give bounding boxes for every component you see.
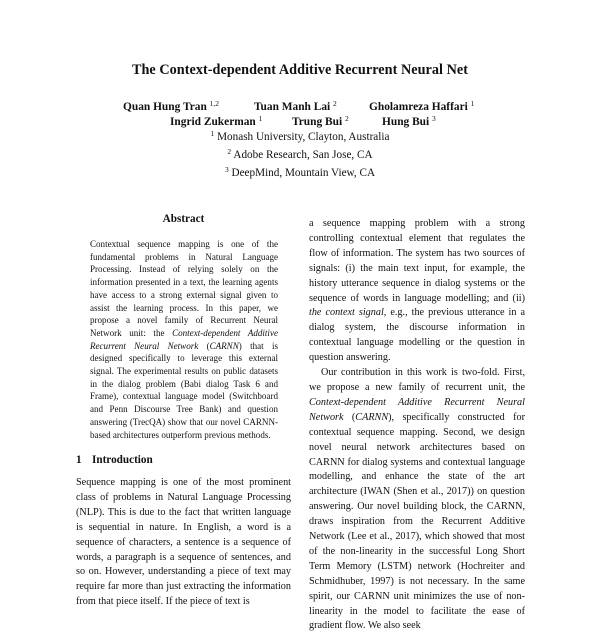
author-name xyxy=(382,112,436,130)
text-run: Our contribution in this work is two-fold. First, we propose a new family of recurrent unit, the xyxy=(309,367,525,393)
author-name xyxy=(170,112,262,130)
right-column-body xyxy=(309,217,525,634)
text-run: , e.g., the previous utterance in a dialog system, the discourse information in contextual language modelling or the question in question answering. xyxy=(309,307,525,364)
section-number: 1 xyxy=(76,454,82,466)
left-column-body xyxy=(76,476,291,610)
author-row-2 xyxy=(0,112,600,127)
intro-paragraph: Sequence mapping is one of the most prominent class of problems in Natural Language Processing (NLP). This is due to the fact that written language is sequential in nature. In English, a word is a sequence of characters, a sentence is a sequence of words, a paragraph is a sequence of sentences, and so on. However, understanding a piece of text may require far more than just extracting the information from that piece itself. If the piece of text is xyxy=(76,477,291,608)
affiliation-text: DeepMind, Mountain View, CA xyxy=(231,166,376,179)
affiliation-text: Adobe Research, San Jose, CA xyxy=(233,148,373,161)
author-name-text: Tuan Manh Lai xyxy=(254,101,331,113)
abstract-text xyxy=(90,238,278,441)
affiliation xyxy=(0,145,600,163)
author-name-text: Trung Bui xyxy=(292,116,343,128)
author-name xyxy=(292,112,349,130)
affiliation-sup: 1 xyxy=(210,129,215,138)
text-emphasis: the context signal xyxy=(309,307,384,319)
affiliation-text: Monash University, Clayton, Australia xyxy=(217,131,390,143)
author-sup: 2 xyxy=(333,99,337,108)
abstract-heading: Abstract xyxy=(162,213,205,225)
affiliation xyxy=(0,163,600,181)
text-run: ( xyxy=(343,411,356,423)
author-sup: 1,2 xyxy=(209,99,220,108)
author-name-text: Hung Bui xyxy=(382,116,430,128)
text-emphasis: CARNN xyxy=(355,411,389,423)
section-title: Introduction xyxy=(92,454,153,466)
author-row-1 xyxy=(0,97,600,112)
author-block xyxy=(0,97,600,180)
abstract-part: Contextual sequence mapping is one of the fundamental problems in Natural Language Processing. Instead of relying solely on the information presented in a text, the learning agents have access to a strong external signal given to assist the learning process. In this paper, we propose a novel family of Recurrent Neural Network unit: the xyxy=(90,239,278,338)
text-emphasis: Context-dependent Additive Recurrent Neural Network xyxy=(309,396,525,423)
intro-paragraph xyxy=(309,366,525,634)
author-name-text: Gholamreza Haffari xyxy=(369,101,468,113)
author-name-text: Ingrid Zukerman xyxy=(170,116,256,128)
text-run: ), specifically constructed for contextual sequence mapping. Second, we design novel neural network architectures based on CARNN for dialog systems and contextual language modelling, and enhance the state of the art architecture (IWAN (Shen et al., 2017)) on question answering. Our novel building block, the CARNN, draws inspiration from the Recurrent Additive Network (Lee et al., 2017), which showed that most of the non-linearity in the successful Long Short Term Memory (LSTM) network (Hochreiter and Schmidhuber, 1997) is not necessary. In the same spirit, our CARNN unit minimizes the use of non-linearity in the model to facilitate the ease of gradient flow. We also seek xyxy=(309,411,525,632)
intro-paragraph xyxy=(309,217,525,366)
abstract-emphasis: Context-dependent Additive Recurrent Neural Network xyxy=(90,327,278,351)
affiliation-sup: 3 xyxy=(224,164,229,174)
section-heading xyxy=(76,454,291,466)
paper-title: The Context-dependent Additive Recurrent Neural Net xyxy=(131,62,469,78)
author-sup: 1 xyxy=(470,99,475,108)
author-sup: 3 xyxy=(432,114,436,123)
affiliation-sup: 2 xyxy=(227,146,232,156)
text-run: a sequence mapping problem with a strong controlling contextual element that regulates the flow of information. The system has two sources of signals: (i) the main text input, for example, the history utterance sequence in dialog systems or the sequence of words in language modelling; and (ii) xyxy=(309,218,525,304)
abstract-emphasis: CARNN xyxy=(209,340,239,351)
abstract-part: ( xyxy=(198,340,210,351)
abstract-part: ) that is designed specifically to leverage this external signal. The experimental results on public datasets in the dialog problem (Babi dialog Task 6 and Frame), contextual language model (Switchboard and Penn Discourse Tree Bank) and question answering (TrecQA) show that our novel CARNN-based architectures outperform previous methods. xyxy=(90,340,278,440)
author-name-text: Quan Hung Tran xyxy=(123,101,207,113)
author-sup: 2 xyxy=(344,114,349,123)
author-sup: 1 xyxy=(258,114,263,123)
